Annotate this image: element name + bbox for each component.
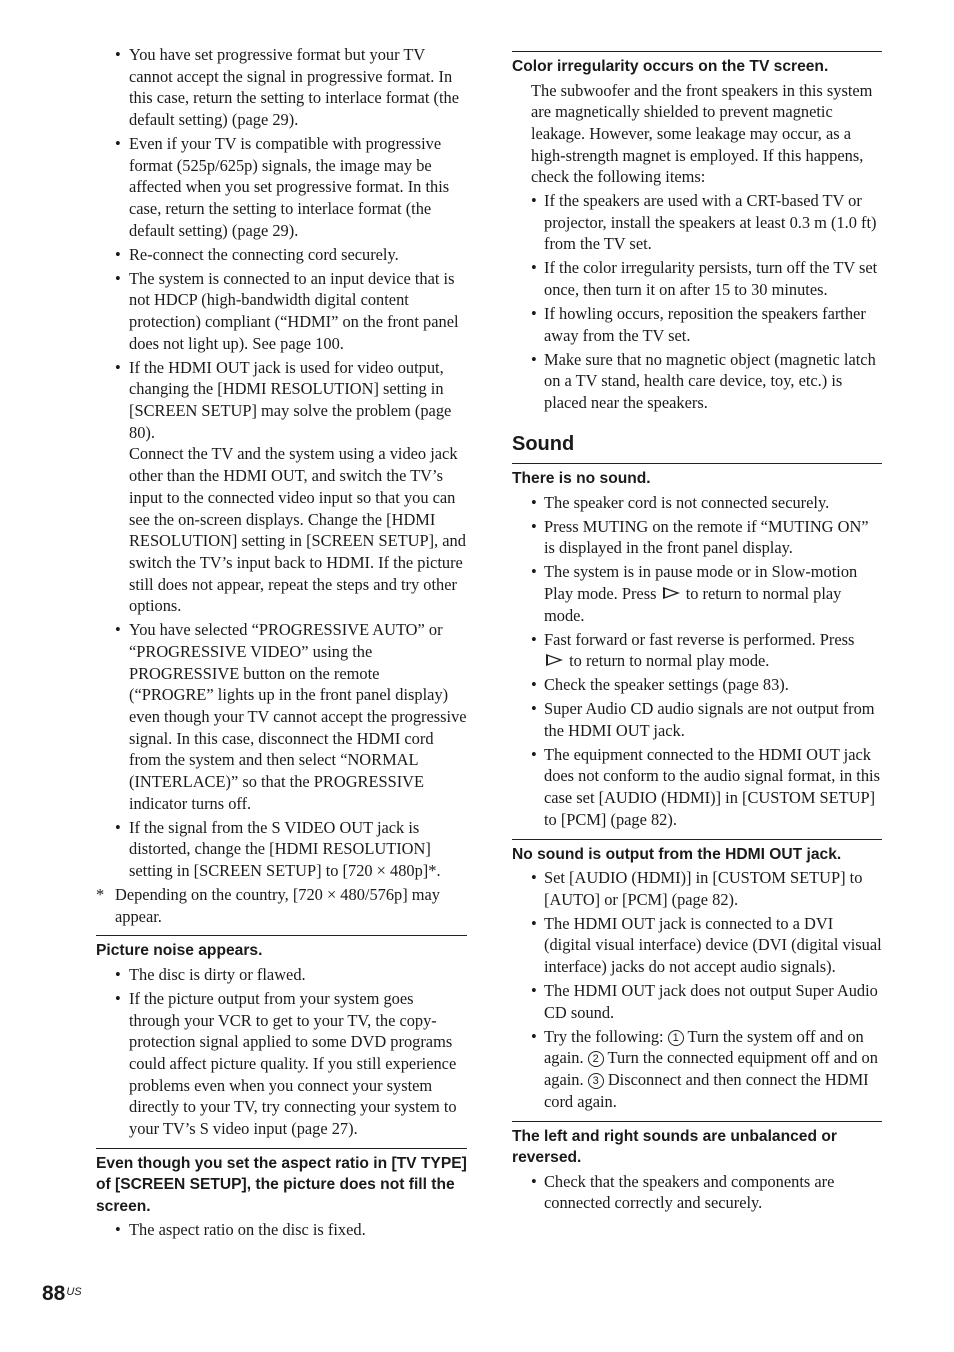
list-item: • Set [AUDIO (HDMI)] in [CUSTOM SETUP] to [AUTO] or [PCM] (page 82). bbox=[531, 868, 863, 909]
hdmi-no-sound-heading: No sound is output from the HDMI OUT jack. bbox=[512, 839, 882, 866]
step-number-1: 1 bbox=[668, 1030, 684, 1046]
list-item: • If the HDMI OUT jack is used for video output, changing the [HDMI RESOLUTION] setting in [SCREEN SETUP] may solve the problem (page 80). Connect the TV and the system using a video jack other than the HDMI OUT, and switch the TV’s input to the connected video input so that you can see the on-screen displays. Change the [HDMI RESOLUTION] setting in [SCREEN SETUP], and switch the TV’s input back to HDMI. If the picture still does not appear, repeat the steps and try other options. bbox=[115, 357, 466, 616]
list-item: • Super Audio CD audio signals are not output from the HDMI OUT jack. bbox=[531, 699, 875, 740]
play-icon bbox=[546, 654, 563, 666]
page-suffix: US bbox=[66, 1286, 82, 1298]
list-item: • Re-connect the connecting cord securely. bbox=[115, 244, 399, 264]
list-item: • If the picture output from your system goes through your VCR to get to your TV, the copy-protection signal applied to some DVD programs could affect picture quality. If you still experience problems even when you connect your system directly to your TV, try connecting your system to your TV’s S video input (page 27). bbox=[115, 988, 457, 1139]
list-item: • The HDMI OUT jack does not output Super Audio CD sound. bbox=[531, 981, 878, 1022]
list-item: • If howling occurs, reposition the speakers farther away from the TV set. bbox=[531, 303, 866, 345]
left-column bbox=[96, 44, 467, 1243]
list-item: • The system is in pause mode or in Slow-motion Play mode. Press to return to normal play mode. bbox=[531, 562, 858, 625]
picture-noise-heading: Picture noise appears. bbox=[96, 935, 467, 962]
list-item: • The aspect ratio on the disc is fixed. bbox=[115, 1220, 366, 1240]
list-item: • Check the speaker settings (page 83). bbox=[531, 675, 789, 695]
hdmi-no-sound-bullets bbox=[512, 867, 882, 1112]
list-item: • The HDMI OUT jack is connected to a DVI (digital visual interface) device (DVI (digital visual interface) jacks do not accept audio signals). bbox=[531, 913, 882, 977]
list-item: • The equipment connected to the HDMI OUT jack does not conform to the audio signal format, in this case set [AUDIO (HDMI)] in [CUSTOM SETUP] to [PCM] (page 82). bbox=[531, 744, 880, 829]
list-item: • Make sure that no magnetic object (magnetic latch on a TV stand, health care device, toy, etc.) is placed near the speakers. bbox=[531, 349, 876, 412]
list-item: • The system is connected to an input device that is not HDCP (high-bandwidth digital content protection) compliant (“HDMI” on the front panel does not light up). See page 100. bbox=[115, 268, 459, 353]
list-item: • You have set progressive format but your TV cannot accept the signal in progressive format. In this case, return the setting to interlace format (the default setting) (page 29). bbox=[115, 45, 459, 130]
picture-noise-bullets bbox=[96, 964, 467, 1140]
list-item: • You have selected “PROGRESSIVE AUTO” or “PROGRESSIVE VIDEO” using the PROGRESSIVE button on the remote (“PROGRE” lights up in the front panel display) even though your TV cannot accept the progressive signal. In this case, disconnect the HDMI cord from the system and then select “NORMAL (INTERLACE)” so that the PROGRESSIVE indicator turns off. bbox=[115, 620, 467, 813]
step-number-2: 2 bbox=[588, 1051, 604, 1067]
unbalanced-heading: The left and right sounds are unbalanced or reversed. bbox=[512, 1121, 882, 1169]
list-item: • Press MUTING on the remote if “MUTING ON” is displayed in the front panel display. bbox=[531, 516, 869, 558]
step-number-3: 3 bbox=[588, 1073, 604, 1089]
list-item: • If the signal from the S VIDEO OUT jack is distorted, change the [HDMI RESOLUTION] setting in [SCREEN SETUP] to [720 × 480p]*. bbox=[115, 817, 441, 881]
play-icon bbox=[663, 587, 680, 599]
picture-bullets-a bbox=[96, 44, 467, 882]
list-item: • Fast forward or fast reverse is performed. Press to return to normal play mode. bbox=[531, 629, 855, 671]
list-item: • Check that the speakers and components are connected correctly and securely. bbox=[531, 1171, 835, 1213]
right-column bbox=[512, 44, 882, 1216]
list-item: • Even if your TV is compatible with progressive format (525p/625p) signals, the image may be affected when you set progressive format. In this case, return the setting to interlace format (the default setting) (page 29). bbox=[115, 134, 450, 240]
no-sound-heading: There is no sound. bbox=[512, 463, 882, 490]
list-item: • If the color irregularity persists, turn off the TV set once, then turn it on after 15 to 30 minutes. bbox=[531, 258, 878, 300]
page-number: $88^{US}$ bbox=[42, 1282, 82, 1305]
color-irregularity-heading: Color irregularity occurs on the TV screen. bbox=[512, 51, 882, 78]
color-bullets bbox=[512, 190, 882, 414]
list-item: • If the speakers are used with a CRT-based TV or projector, install the speakers at least 0.3 m (1.0 ft) from the TV set. bbox=[531, 191, 877, 254]
unbalanced-bullets bbox=[512, 1171, 882, 1214]
aspect-ratio-bullets bbox=[96, 1219, 467, 1241]
color-intro: The subwoofer and the front speakers in this system are magnetically shielded to prevent magnetic leakage. However, some leakage may occur, as a high-strength magnet is employed. If this happens, check the following items: bbox=[531, 80, 873, 187]
section-title-sound: Sound bbox=[512, 432, 575, 455]
hdmi-continuation: Connect the TV and the system using a video jack other than the HDMI OUT, and switch the TV’s input to the connected video input so that you can see the on-screen displays. Change the [HDMI RESOLUTION] setting in [SCREEN SETUP], and switch the TV’s input back to HDMI. If the picture still does not appear, repeat the steps and try other options. bbox=[129, 444, 466, 616]
list-item: • Try the following: 1 Turn the system off and on again. 2 Turn the connected equipment off and on again. 3 Disconnect and then connect the HDMI cord again. bbox=[531, 1026, 878, 1111]
no-sound-bullets bbox=[512, 492, 882, 831]
footnote: * Depending on the country, [720 × 480/576p] may appear. bbox=[96, 885, 441, 926]
list-item: • The disc is dirty or flawed. bbox=[115, 964, 306, 984]
list-item: • The speaker cord is not connected securely. bbox=[531, 492, 830, 512]
aspect-ratio-heading: Even though you set the aspect ratio in [TV TYPE] of [SCREEN SETUP], the picture does not fill the screen. bbox=[96, 1148, 467, 1218]
